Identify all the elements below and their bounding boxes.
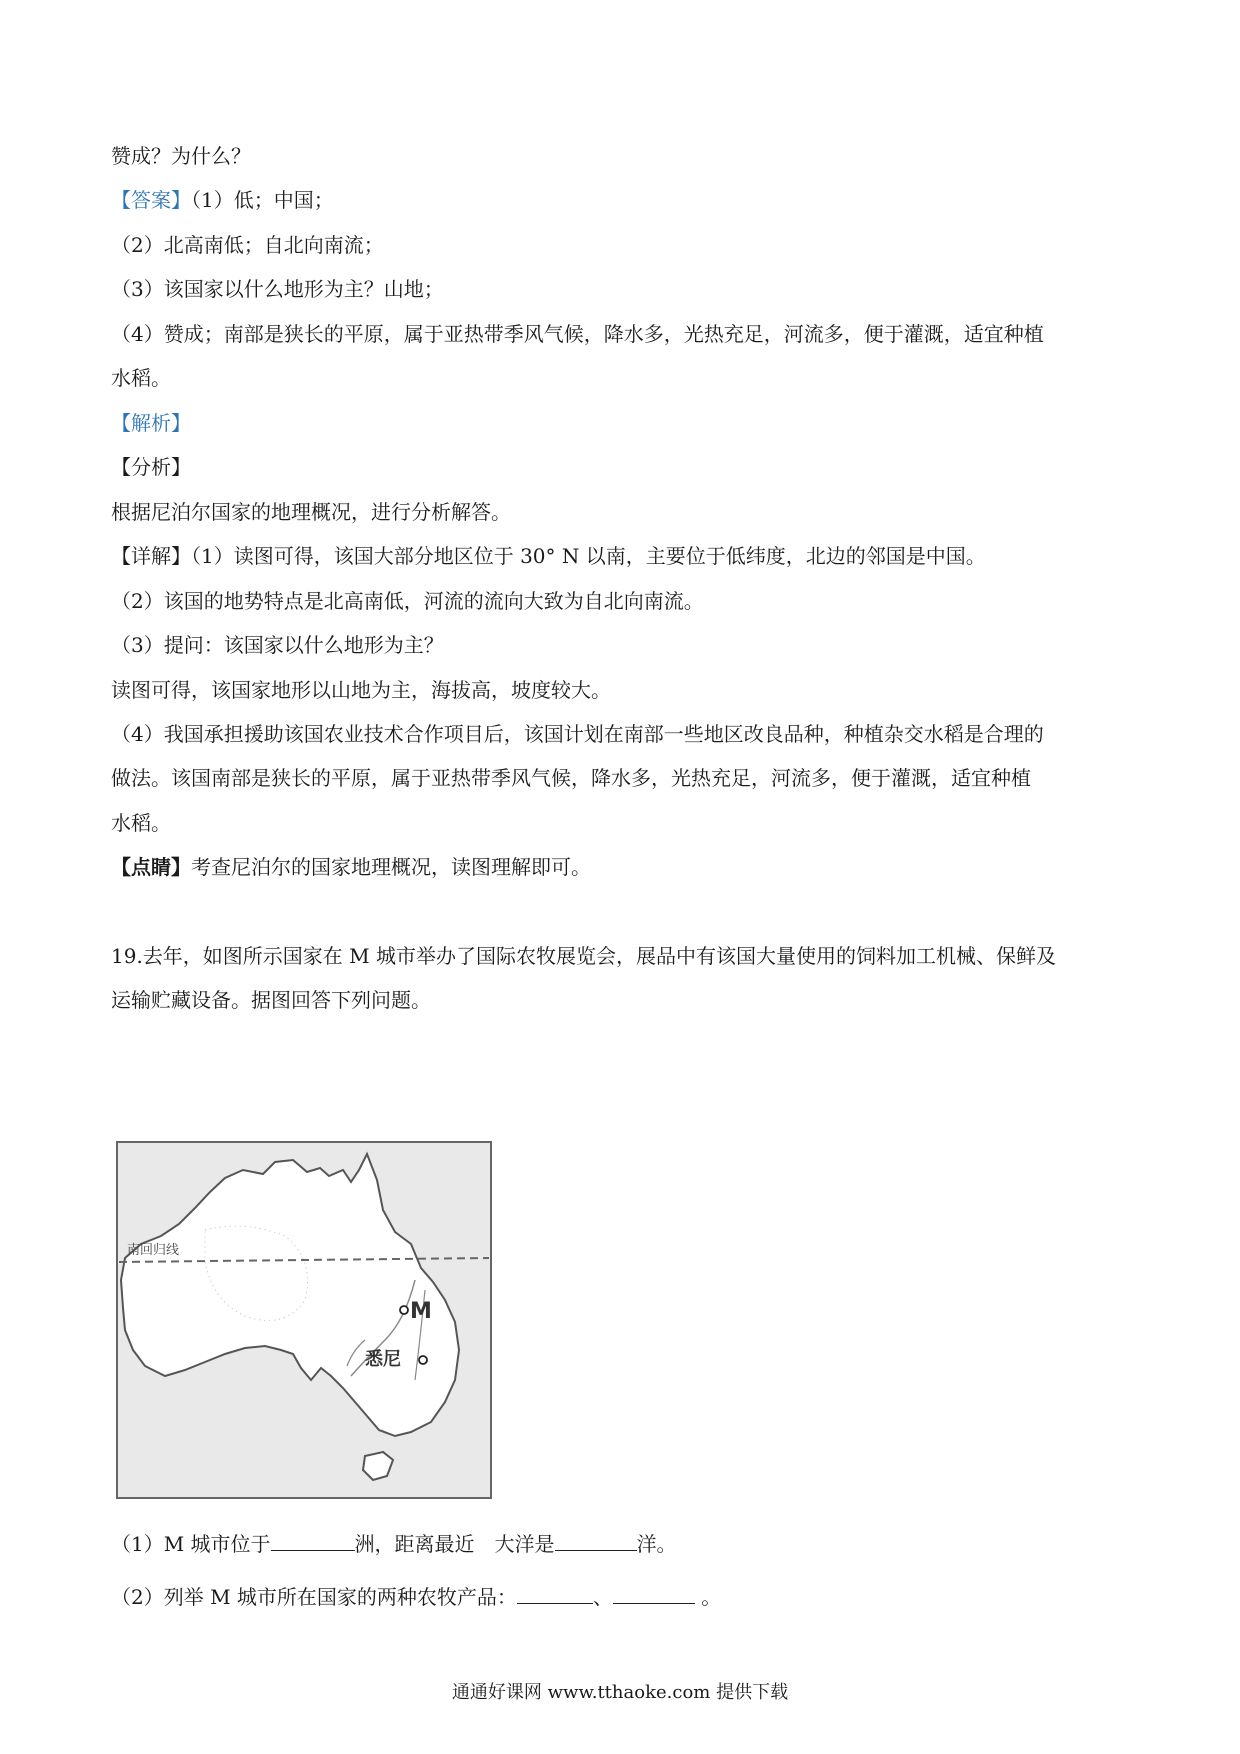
question-19-line-b: 运输贮藏设备。据图回答下列问题。 — [111, 988, 431, 1012]
answer-line-3: （3）该国家以什么地形为主？山地； — [111, 277, 444, 301]
dianjing-label: 【点睛】 — [111, 855, 191, 879]
question-19-line-a: 19.去年，如图所示国家在 M 城市举办了国际农牧展览会，展品中有该国大量使用的饲料加工机械、保鲜及 — [111, 944, 1056, 968]
fenxi-label: 【分析】 — [111, 455, 191, 479]
detail-line-3a: （3）提问：该国家以什么地形为主？ — [111, 633, 444, 657]
answer-text: （1）低；中国； — [191, 188, 334, 212]
sub-question-2 — [111, 1581, 721, 1611]
city-m-label: M — [410, 1299, 432, 1324]
sydney-label: 悉尼 — [365, 1349, 401, 1370]
answer-label: 【答案】 — [111, 188, 191, 212]
tropic-label: 南回归线 — [127, 1243, 180, 1258]
city-m-marker — [400, 1306, 408, 1314]
answer-line-4b: 水稻。 — [111, 366, 171, 390]
dianjing-text: 考查尼泊尔的国家地理概况，读图理解即可。 — [191, 855, 591, 879]
detail-text: （1）读图可得，该国大部分地区位于 30° N 以南，主要位于低纬度，北边的邻国是中国。 — [191, 544, 986, 568]
dianjing-line — [111, 853, 591, 881]
sub2-text-b: 、 — [592, 1585, 613, 1609]
detail-label: 【详解】 — [111, 544, 191, 568]
detail-line-4c: 水稻。 — [111, 811, 171, 835]
fenxi-text: 根据尼泊尔国家的地理概况，进行分析解答。 — [111, 500, 511, 524]
page-footer: 通通好课网 www.tthaoke.com 提供下载 — [451, 1682, 789, 1703]
detail-line-4a: （4）我国承担援助该国农业技术合作项目后，该国计划在南部一些地区改良品种，种植杂交水稻是合理的 — [111, 722, 1044, 746]
answer-line-2: （2）北高南低；自北向南流； — [111, 233, 384, 257]
answer-blank[interactable] — [517, 1581, 593, 1604]
sub1-text-a: （1）M 城市位于 — [111, 1532, 271, 1556]
answer-blank[interactable] — [271, 1528, 355, 1551]
text-line: 赞成？为什么？ — [111, 144, 251, 168]
detail-line-4b: 做法。该国南部是狭长的平原，属于亚热带季风气候，降水多，光热充足，河流多，便于灌溉，适宜种植 — [111, 766, 1031, 790]
answer-line-4a: （4）赞成；南部是狭长的平原，属于亚热带季风气候，降水多，光热充足，河流多，便于灌溉，适宜种植 — [111, 322, 1044, 346]
sub1-text-c: 洋。 — [636, 1532, 677, 1556]
analysis-label: 【解析】 — [111, 411, 191, 435]
answer-blank[interactable] — [613, 1581, 695, 1604]
sub2-text-a: （2）列举 M 城市所在国家的两种农牧产品： — [111, 1585, 517, 1609]
sub-question-1 — [111, 1528, 677, 1558]
sub2-text-c: 。 — [694, 1585, 722, 1609]
answer-line-1 — [111, 186, 334, 214]
sub1-text-b: 洲，距离最近 大洋是 — [354, 1532, 555, 1556]
detail-line-2: （2）该国的地势特点是北高南低，河流的流向大致为自北向南流。 — [111, 589, 704, 613]
australia-map — [115, 1140, 493, 1500]
answer-blank[interactable] — [555, 1528, 637, 1551]
detail-line-3b: 读图可得，该国家地形以山地为主，海拔高，坡度较大。 — [111, 678, 611, 702]
detail-line-1 — [111, 542, 986, 570]
sydney-marker — [419, 1356, 427, 1364]
